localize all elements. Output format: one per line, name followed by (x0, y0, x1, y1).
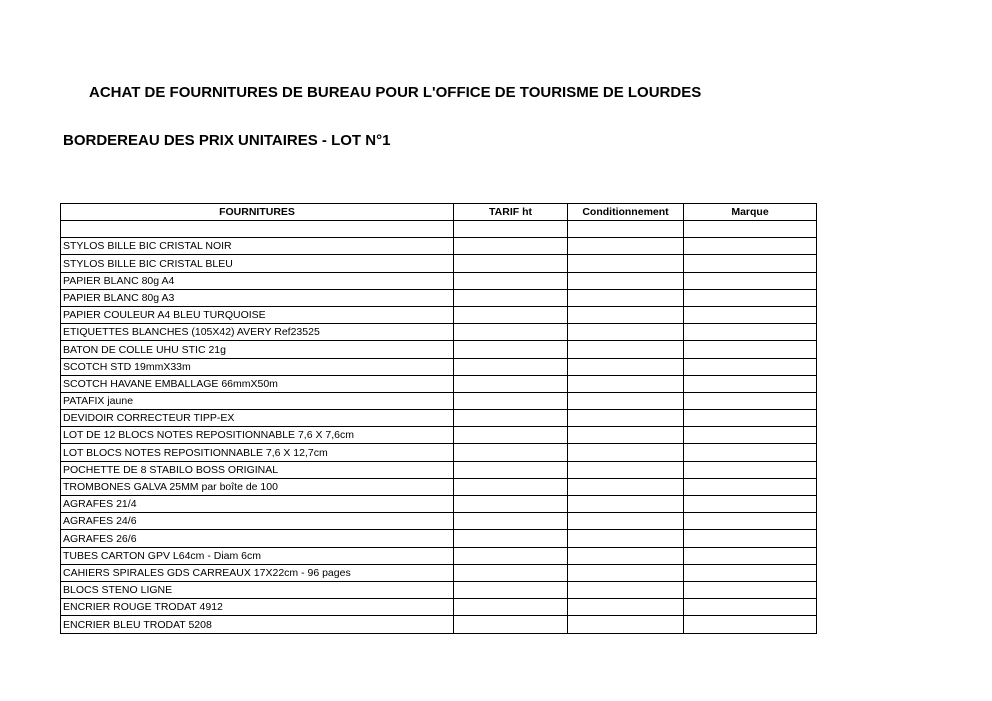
price-cell[interactable] (454, 272, 568, 289)
packaging-cell[interactable] (568, 324, 684, 341)
brand-cell[interactable] (684, 461, 817, 478)
brand-cell[interactable] (684, 581, 817, 598)
table-row (61, 427, 817, 444)
price-table (60, 203, 817, 634)
brand-cell[interactable] (684, 306, 817, 323)
price-cell[interactable] (454, 358, 568, 375)
price-cell[interactable] (454, 547, 568, 564)
item-cell: ETIQUETTES BLANCHES (105X42) AVERY Ref23525 (61, 324, 454, 341)
packaging-cell[interactable] (568, 496, 684, 513)
item-cell: CAHIERS SPIRALES GDS CARREAUX 17X22cm - 96 pages (61, 564, 454, 581)
table-row (61, 255, 817, 272)
packaging-cell[interactable] (568, 306, 684, 323)
price-cell[interactable] (454, 238, 568, 255)
table-row (61, 289, 817, 306)
table-row (61, 496, 817, 513)
price-cell[interactable] (454, 427, 568, 444)
price-cell[interactable] (454, 444, 568, 461)
item-cell: PAPIER COULEUR A4 BLEU TURQUOISE (61, 306, 454, 323)
packaging-cell[interactable] (568, 616, 684, 633)
price-cell[interactable] (454, 410, 568, 427)
packaging-cell[interactable] (568, 513, 684, 530)
price-cell[interactable] (454, 341, 568, 358)
table-row (61, 461, 817, 478)
packaging-cell[interactable] (568, 289, 684, 306)
price-cell[interactable] (454, 306, 568, 323)
header-marque: Marque (684, 204, 817, 221)
packaging-cell[interactable] (568, 375, 684, 392)
table-row (61, 306, 817, 323)
item-cell: LOT DE 12 BLOCS NOTES REPOSITIONNABLE 7,6 X 7,6cm (61, 427, 454, 444)
brand-cell[interactable] (684, 564, 817, 581)
item-cell: BLOCS STENO LIGNE (61, 581, 454, 598)
table-row (61, 358, 817, 375)
packaging-cell[interactable] (568, 255, 684, 272)
brand-cell[interactable] (684, 358, 817, 375)
header-tarif-ht: TARIF ht (454, 204, 568, 221)
table-row (61, 530, 817, 547)
price-cell[interactable] (454, 461, 568, 478)
price-cell[interactable] (454, 616, 568, 633)
packaging-cell[interactable] (568, 581, 684, 598)
brand-cell[interactable] (684, 410, 817, 427)
brand-cell[interactable] (684, 375, 817, 392)
price-cell[interactable] (454, 375, 568, 392)
packaging-cell[interactable] (568, 221, 684, 238)
item-cell: TUBES CARTON GPV L64cm - Diam 6cm (61, 547, 454, 564)
table-row (61, 478, 817, 495)
price-cell[interactable] (454, 255, 568, 272)
item-cell: BATON DE COLLE UHU STIC 21g (61, 341, 454, 358)
table-row (61, 341, 817, 358)
brand-cell[interactable] (684, 221, 817, 238)
packaging-cell[interactable] (568, 547, 684, 564)
price-cell[interactable] (454, 581, 568, 598)
price-cell[interactable] (454, 324, 568, 341)
price-cell[interactable] (454, 599, 568, 616)
table-row (61, 581, 817, 598)
packaging-cell[interactable] (568, 341, 684, 358)
price-cell[interactable] (454, 496, 568, 513)
item-cell: POCHETTE DE 8 STABILO BOSS ORIGINAL (61, 461, 454, 478)
brand-cell[interactable] (684, 496, 817, 513)
packaging-cell[interactable] (568, 444, 684, 461)
item-cell: SCOTCH STD 19mmX33m (61, 358, 454, 375)
packaging-cell[interactable] (568, 599, 684, 616)
item-cell: PAPIER BLANC 80g A4 (61, 272, 454, 289)
packaging-cell[interactable] (568, 392, 684, 409)
brand-cell[interactable] (684, 513, 817, 530)
table-row (61, 616, 817, 633)
brand-cell[interactable] (684, 289, 817, 306)
packaging-cell[interactable] (568, 461, 684, 478)
header-conditionnement: Conditionnement (568, 204, 684, 221)
price-cell[interactable] (454, 530, 568, 547)
price-cell[interactable] (454, 289, 568, 306)
item-cell: STYLOS BILLE BIC CRISTAL NOIR (61, 238, 454, 255)
table-row (61, 324, 817, 341)
price-cell[interactable] (454, 221, 568, 238)
brand-cell[interactable] (684, 444, 817, 461)
item-cell: AGRAFES 26/6 (61, 530, 454, 547)
packaging-cell[interactable] (568, 238, 684, 255)
brand-cell[interactable] (684, 427, 817, 444)
table-row (61, 392, 817, 409)
brand-cell[interactable] (684, 478, 817, 495)
document-title: ACHAT DE FOURNITURES DE BUREAU POUR L'OFFICE DE TOURISME DE LOURDES (89, 84, 702, 101)
packaging-cell[interactable] (568, 358, 684, 375)
item-cell: DEVIDOIR CORRECTEUR TIPP-EX (61, 410, 454, 427)
item-cell: TROMBONES GALVA 25MM par boîte de 100 (61, 478, 454, 495)
brand-cell[interactable] (684, 238, 817, 255)
packaging-cell[interactable] (568, 410, 684, 427)
item-cell: AGRAFES 24/6 (61, 513, 454, 530)
table-row (61, 564, 817, 581)
packaging-cell[interactable] (568, 272, 684, 289)
brand-cell[interactable] (684, 341, 817, 358)
table-body (61, 221, 817, 634)
item-cell (61, 221, 454, 238)
table-row (61, 513, 817, 530)
brand-cell[interactable] (684, 392, 817, 409)
header-fournitures: FOURNITURES (61, 204, 454, 221)
brand-cell[interactable] (684, 324, 817, 341)
price-cell[interactable] (454, 513, 568, 530)
brand-cell[interactable] (684, 255, 817, 272)
price-cell[interactable] (454, 478, 568, 495)
brand-cell[interactable] (684, 547, 817, 564)
item-cell: ENCRIER ROUGE TRODAT 4912 (61, 599, 454, 616)
packaging-cell[interactable] (568, 427, 684, 444)
brand-cell[interactable] (684, 599, 817, 616)
item-cell: PATAFIX jaune (61, 392, 454, 409)
item-cell: PAPIER BLANC 80g A3 (61, 289, 454, 306)
brand-cell[interactable] (684, 616, 817, 633)
item-cell: STYLOS BILLE BIC CRISTAL BLEU (61, 255, 454, 272)
price-cell[interactable] (454, 564, 568, 581)
packaging-cell[interactable] (568, 564, 684, 581)
item-cell: AGRAFES 21/4 (61, 496, 454, 513)
item-cell: ENCRIER BLEU TRODAT 5208 (61, 616, 454, 633)
table-row (61, 599, 817, 616)
table-row (61, 444, 817, 461)
brand-cell[interactable] (684, 530, 817, 547)
brand-cell[interactable] (684, 272, 817, 289)
table-row (61, 410, 817, 427)
packaging-cell[interactable] (568, 530, 684, 547)
item-cell: SCOTCH HAVANE EMBALLAGE 66mmX50m (61, 375, 454, 392)
table-row (61, 272, 817, 289)
table-row (61, 375, 817, 392)
table-row (61, 547, 817, 564)
document-subtitle: BORDEREAU DES PRIX UNITAIRES - LOT N°1 (63, 132, 391, 149)
packaging-cell[interactable] (568, 478, 684, 495)
table-row (61, 221, 817, 238)
item-cell: LOT BLOCS NOTES REPOSITIONNABLE 7,6 X 12,7cm (61, 444, 454, 461)
table-row (61, 238, 817, 255)
price-cell[interactable] (454, 392, 568, 409)
table-header-row (61, 204, 817, 221)
